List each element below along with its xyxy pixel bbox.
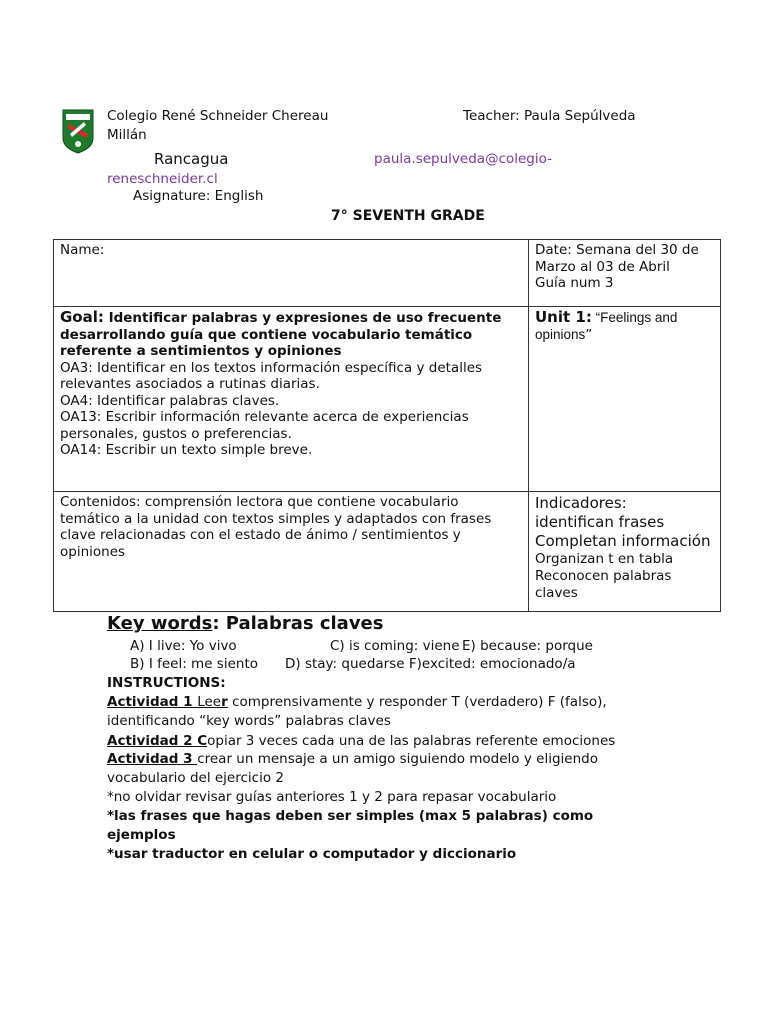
school-crest-logo [62, 108, 94, 154]
activity-2 [107, 733, 615, 749]
activity-label: Actividad 1 [107, 694, 198, 710]
note: *usar traductor en celular o computador y diccionario [107, 846, 517, 862]
activity-text: opiar 3 veces cada una de las palabras referente emociones [207, 733, 616, 749]
activity-text: crear un mensaje a un amigo siguiendo modelo y eligiendo [197, 751, 598, 767]
date-line: Marzo al 03 de Abril [535, 258, 670, 275]
email-link-part2[interactable]: reneschneider.cl [107, 171, 218, 187]
grade-title: 7° SEVENTH GRADE [331, 208, 485, 224]
table-row [54, 492, 721, 612]
indicator-item: Organizan t en tabla [535, 551, 674, 567]
keyword-item: D) stay: quedarse F)excited: emocionado/a [285, 656, 576, 672]
asignature: Asignature: English [133, 188, 264, 204]
activity-3-line2: vocabulario del ejercicio 2 [107, 770, 284, 786]
objective-oa4: OA4: Identificar palabras claves. [60, 392, 280, 409]
indicator-item: claves [535, 585, 578, 601]
indicator-item: Reconocen palabras [535, 568, 672, 584]
keywords-title-rest: : Palabras claves [212, 613, 384, 634]
activity-3 [107, 751, 598, 767]
keywords-title [107, 613, 383, 634]
keyword-item: A) I live: Yo vivo [130, 638, 237, 654]
email-link-part1[interactable]: paula.sepulveda@colegio- [374, 151, 553, 167]
contents-cell [54, 492, 529, 612]
keyword-item: E) because: porque [462, 638, 593, 654]
unit-label: Unit 1: [535, 308, 592, 326]
goal-cell [54, 307, 529, 492]
activity-1-line2: identificando “key words” palabras claves [107, 713, 391, 729]
indicators-cell [529, 492, 721, 612]
indicators-label: Indicadores: [535, 494, 627, 512]
unit-title: opinions [535, 326, 586, 342]
city: Rancagua [154, 150, 229, 168]
table-row [54, 307, 721, 492]
objective-oa3: relevantes asociados a rutinas diarias. [60, 376, 320, 392]
unit-title: “Feelings and [591, 310, 678, 325]
date-cell [529, 240, 721, 307]
objective-oa14: OA14: Escribir un texto simple breve. [60, 442, 313, 458]
contents-text: Contenidos: comprensión lectora que contiene vocabulario [60, 494, 459, 510]
note: *no olvidar revisar guías anteriores 1 y 2 para repasar vocabulario [107, 789, 557, 805]
goal-label: Goal: [60, 308, 104, 326]
school-name: Colegio René Schneider Chereau [107, 108, 329, 124]
note: ejemplos [107, 827, 176, 843]
contents-text: opiniones [60, 543, 126, 560]
school-name-line2: Millán [107, 127, 147, 143]
objective-oa3: OA3: Identificar en los textos información específica y detalles [60, 359, 483, 376]
guide-number: Guía num 3 [535, 275, 614, 291]
indicator-item: Completan información [535, 532, 711, 550]
keywords-title-underlined: Key words [107, 613, 213, 634]
activity-label: Actividad 2 C [107, 733, 208, 749]
goal-text: desarrollando guía que contiene vocabulario temático [60, 326, 473, 343]
contents-text: temático a la unidad con textos simples y adaptados con frases [60, 510, 492, 527]
contents-text: clave relacionadas con el estado de ánimo / sentimientos y [60, 527, 461, 543]
name-label: Name: [60, 242, 105, 258]
unit-cell [529, 307, 721, 492]
teacher-name: Teacher: Paula Sepúlveda [463, 108, 636, 124]
keyword-item: C) is coming: viene [330, 638, 460, 654]
info-table [53, 239, 721, 612]
unit-quote: ” [585, 326, 593, 343]
name-cell [54, 240, 529, 307]
keyword-item: B) I feel: me siento [130, 656, 258, 672]
indicator-item: identifican frases [535, 513, 665, 531]
activity-verb: Lee [197, 694, 222, 710]
table-row [54, 240, 721, 307]
instructions-heading: INSTRUCTIONS: [107, 675, 226, 691]
activity-verb-end: r [221, 694, 228, 710]
activity-label: Actividad 3 [107, 751, 198, 767]
date-line: Date: Semana del 30 de [535, 242, 699, 258]
goal-text: Identificar palabras y expresiones de uso frecuente [103, 310, 502, 326]
objective-oa13: OA13: Escribir información relevante acerca de experiencias [60, 409, 469, 425]
activity-text: comprensivamente y responder T (verdadero) F (falso), [227, 694, 607, 710]
note: *las frases que hagas deben ser simples (max 5 palabras) como [107, 808, 594, 824]
objective-oa13: personales, gustos o preferencias. [60, 425, 292, 442]
activity-1 [107, 694, 607, 710]
goal-text: referente a sentimientos y opiniones [60, 343, 342, 359]
